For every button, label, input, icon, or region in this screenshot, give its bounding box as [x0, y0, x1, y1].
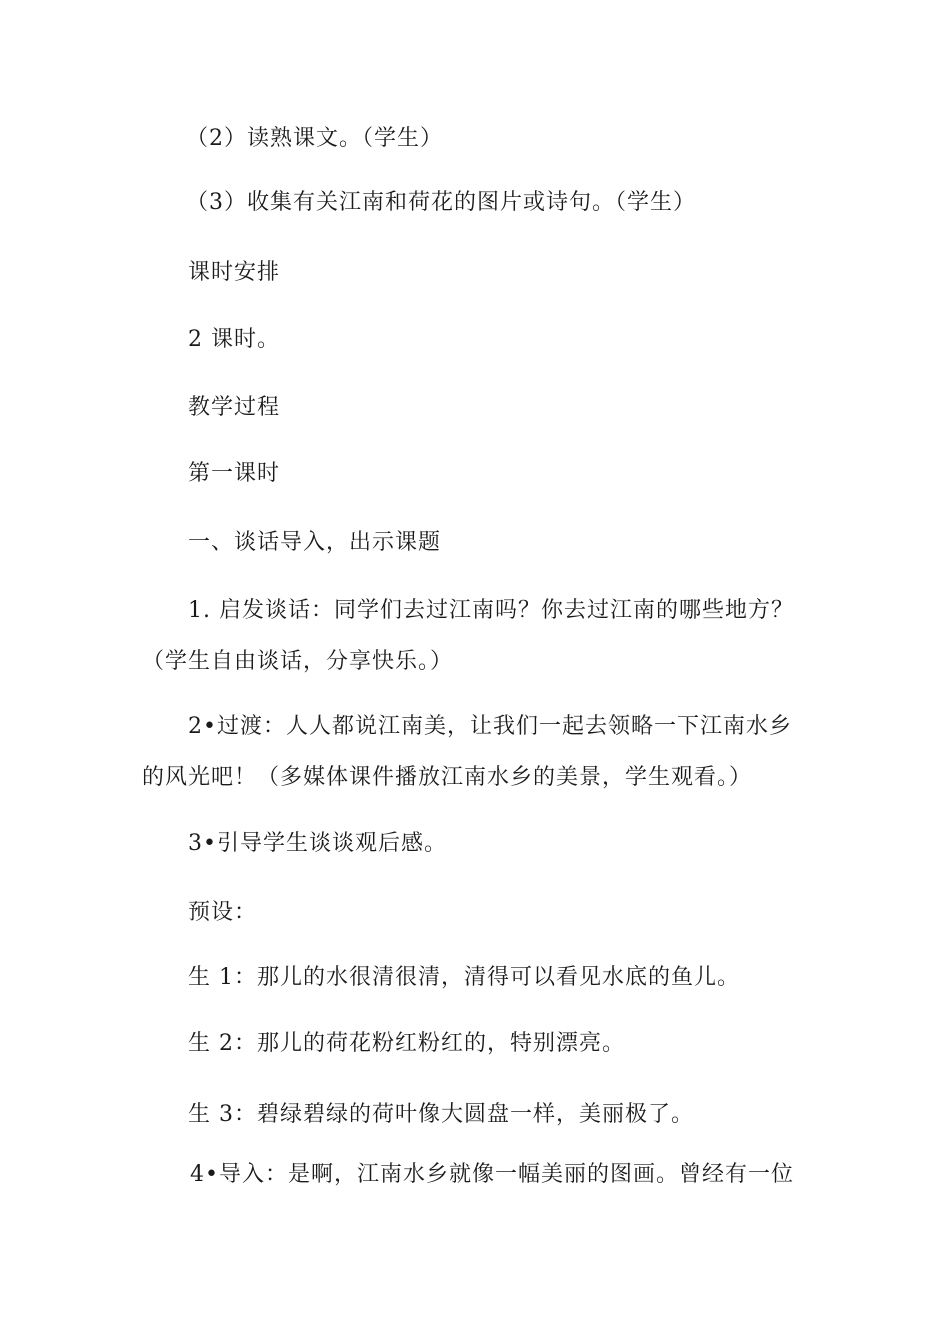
- text-line-preset: 预设：: [188, 900, 258, 925]
- text-line-student-3: 生 3：碧绿碧绿的荷叶像大圆盘一样，美丽极了。: [188, 1102, 694, 1127]
- text-line-lesson-count: 2 课时。: [188, 327, 280, 352]
- text-line-step-1: 1. 启发谈话：同学们去过江南吗？你去过江南的哪些地方？: [188, 598, 794, 623]
- text-line-prep-2: （2）读熟课文。（学生）: [186, 126, 443, 151]
- text-line-student-2: 生 2：那儿的荷花粉红粉红的，特别漂亮。: [188, 1031, 625, 1056]
- heading-section-one: 一、谈话导入，出示课题: [188, 530, 442, 555]
- text-line-step-2-cont: 的风光吧！（多媒体课件播放江南水乡的美景，学生观看。）: [142, 765, 753, 790]
- heading-first-lesson: 第一课时: [188, 461, 281, 486]
- text-line-student-1: 生 1：那儿的水很清很清，清得可以看见水底的鱼儿。: [188, 965, 740, 990]
- text-line-prep-3: （3）收集有关江南和荷花的图片或诗句。（学生）: [186, 190, 696, 215]
- heading-process: 教学过程: [188, 395, 281, 420]
- heading-schedule: 课时安排: [188, 260, 281, 285]
- text-line-step-4: 4•导入：是啊，江南水乡就像一幅美丽的图画。曾经有一位: [190, 1162, 794, 1187]
- text-line-step-2: 2•过渡：人人都说江南美，让我们一起去领略一下江南水乡: [188, 714, 792, 739]
- text-line-step-1-cont: （学生自由谈话，分享快乐。）: [142, 649, 454, 674]
- text-line-step-3: 3•引导学生谈谈观后感。: [188, 831, 447, 856]
